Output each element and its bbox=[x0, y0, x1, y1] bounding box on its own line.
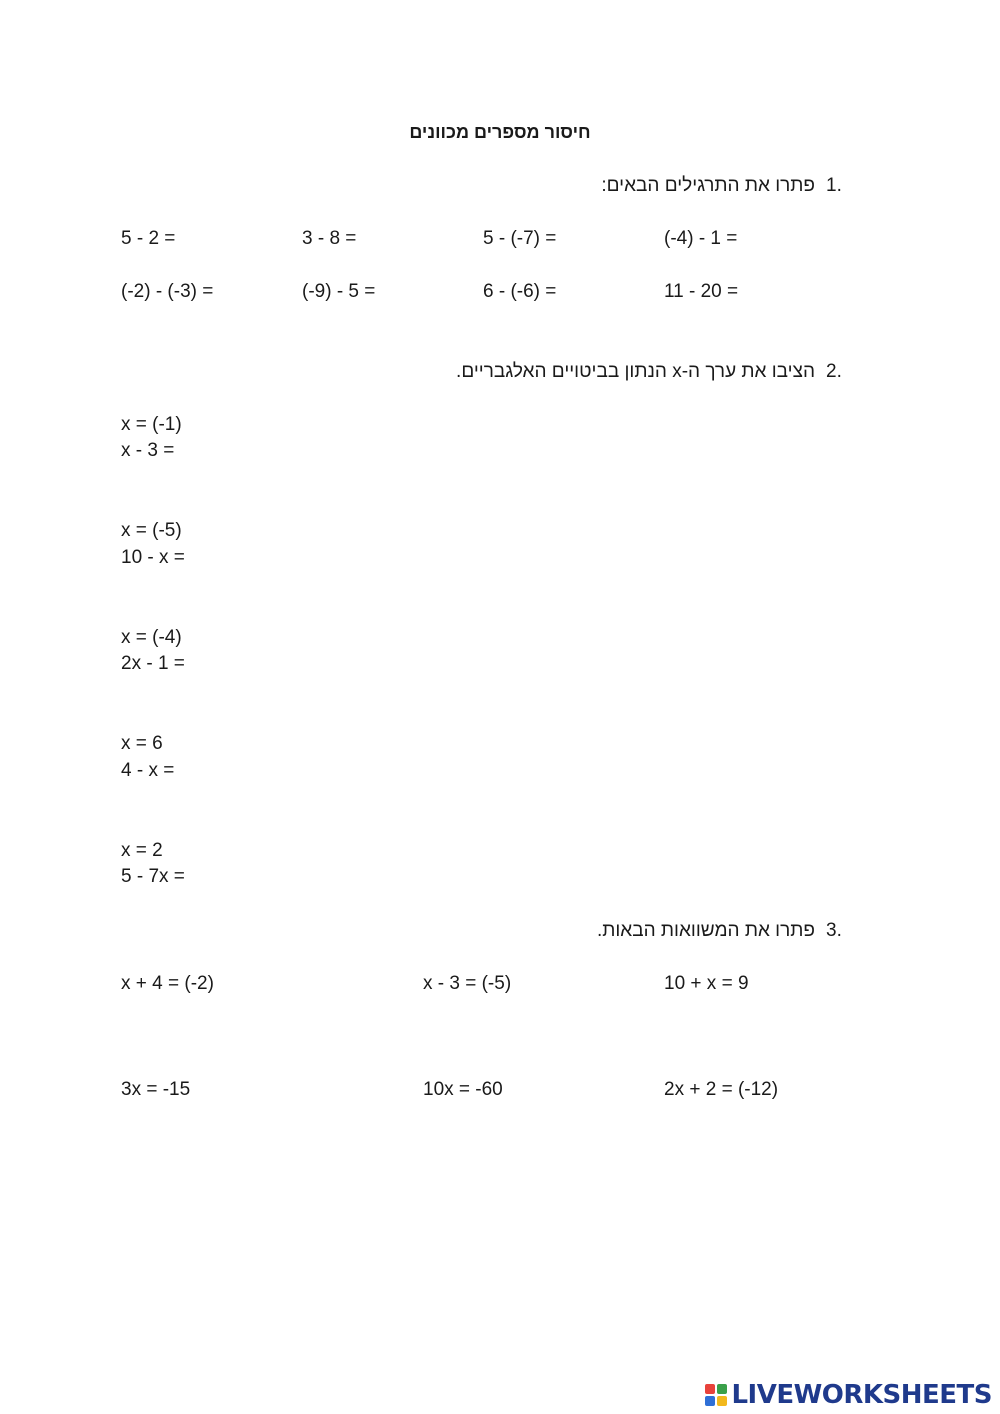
q1-exercise: 6 - (-6) = bbox=[483, 281, 557, 302]
q3-equation: x - 3 = (-5) bbox=[423, 973, 512, 994]
question-3-number: 3. bbox=[826, 920, 842, 941]
q3-equation: 3x = -15 bbox=[121, 1079, 191, 1100]
q2-expression: x - 3 = bbox=[121, 440, 175, 461]
logo-text: LIVEWORKSHEETS bbox=[731, 1380, 992, 1410]
question-1-number: 1. bbox=[826, 175, 842, 196]
q3-equation: 10x = -60 bbox=[423, 1079, 503, 1100]
q3-equation: 2x + 2 = (-12) bbox=[664, 1079, 779, 1100]
q1-exercise: 5 - 2 = bbox=[121, 228, 176, 249]
q1-exercise: 11 - 20 = bbox=[664, 281, 739, 302]
q1-exercise: (-9) - 5 = bbox=[302, 281, 376, 302]
question-2-number: 2. bbox=[826, 361, 842, 382]
q1-exercise: (-2) - (-3) = bbox=[121, 281, 214, 302]
q2-expression: 10 - x = bbox=[121, 547, 185, 568]
question-3-text: פתרו את המשוואות הבאות. bbox=[596, 920, 815, 941]
q1-exercise: 3 - 8 = bbox=[302, 228, 357, 249]
logo-mark-icon bbox=[705, 1384, 727, 1406]
q2-expression: 2x - 1 = bbox=[121, 653, 185, 674]
q2-x-value: x = (-4) bbox=[121, 627, 182, 648]
q2-x-value: x = 6 bbox=[121, 733, 163, 754]
q2-x-value: x = 2 bbox=[121, 840, 163, 861]
q1-exercise: 5 - (-7) = bbox=[483, 228, 557, 249]
liveworksheets-logo bbox=[705, 1380, 992, 1410]
q2-x-value: x = (-1) bbox=[121, 414, 182, 435]
q2-x-value: x = (-5) bbox=[121, 520, 182, 541]
question-1-text: פתרו את התרגילים הבאים: bbox=[601, 175, 815, 196]
q3-equation: x + 4 = (-2) bbox=[121, 973, 214, 994]
worksheet-title: חיסור מספרים מכוונים bbox=[409, 122, 591, 142]
question-2-text: הציבו את ערך ה-x הנתון בביטויים האלגבריים. bbox=[456, 361, 815, 382]
q3-equation: 10 + x = 9 bbox=[664, 973, 749, 994]
q2-expression: 5 - 7x = bbox=[121, 866, 185, 887]
q2-expression: 4 - x = bbox=[121, 760, 175, 781]
q1-exercise: (-4) - 1 = bbox=[664, 228, 738, 249]
